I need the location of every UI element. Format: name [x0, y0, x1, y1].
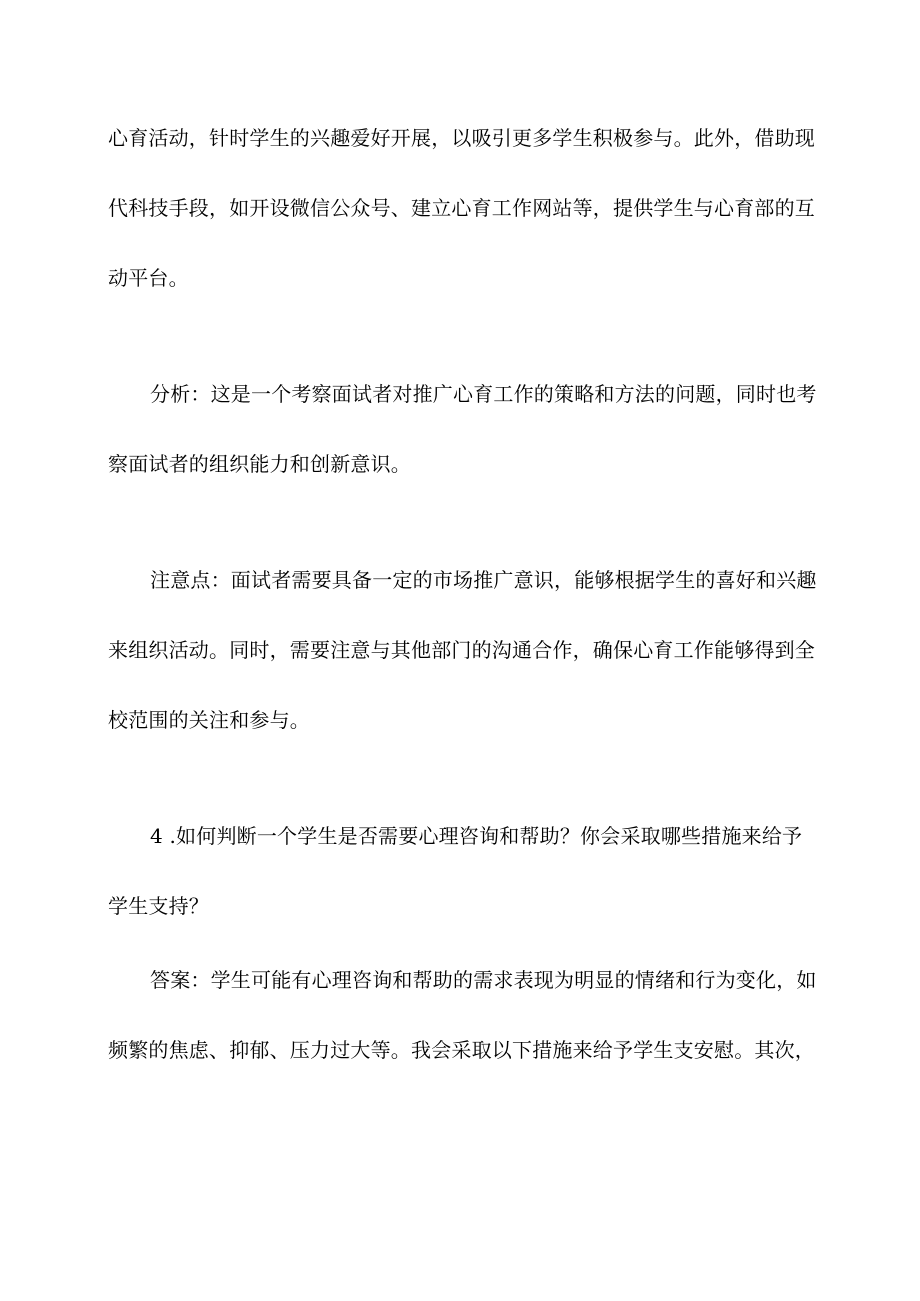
- answer-line-2: 频繁的焦虑、抑郁、压力过大等。我会采取以下措施来给予学生支安慰。其次，: [108, 1038, 815, 1062]
- paragraph-3-line-2: 来组织活动。同时，需要注意与其他部门的沟通合作，确保心育工作能够得到全: [108, 638, 815, 662]
- paragraph-1-line-2: 代科技手段，如开设微信公众号、建立心育工作网站等，提供学生与心育部的互: [108, 196, 815, 220]
- answer-line-1: 答案：学生可能有心理咨询和帮助的需求表现为明显的情绪和行为变化，如: [150, 968, 817, 992]
- question-4-line-2: 学生支持？: [108, 894, 209, 918]
- paragraph-3-line-3: 校范围的关注和参与。: [108, 708, 310, 732]
- paragraph-1-line-3: 动平台。: [108, 266, 189, 290]
- paragraph-1-line-1: 心育活动，针时学生的兴趣爱好开展，以吸引更多学生积极参与。此外，借助现: [108, 126, 815, 150]
- paragraph-2-line-2: 察面试者的组织能力和创新意识。: [108, 452, 411, 476]
- question-4-line-1: 4 .如何判断一个学生是否需要心理咨询和帮助？你会采取哪些措施来给予: [150, 824, 803, 848]
- paragraph-2-line-1: 分析：这是一个考察面试者对推广心育工作的策略和方法的问题，同时也考: [150, 382, 817, 406]
- paragraph-3-line-1: 注意点：面试者需要具备一定的市场推广意识，能够根据学生的喜好和兴趣: [150, 568, 817, 592]
